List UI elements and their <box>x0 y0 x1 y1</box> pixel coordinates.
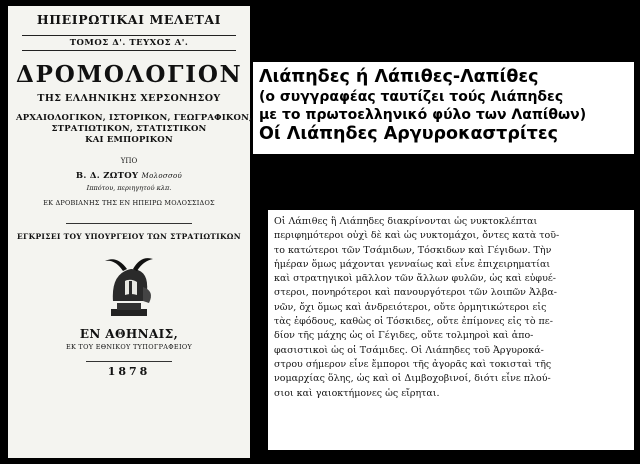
caption-line-3: με το πρωτοελληνικό φύλο των Λαπίθων) <box>259 107 587 123</box>
excerpt-line: σιοι καὶ γαιοκτήμονες ὡς εἴρηται. <box>274 387 440 399</box>
author-line <box>16 171 242 181</box>
helmet-emblem-icon <box>97 251 161 321</box>
year-divider <box>86 361 172 362</box>
publication-city: ΕΝ ΑΘΗΝΑΙΣ, <box>79 327 179 341</box>
excerpt-line: Οἱ Λάπιθες ἢ Λιάπηδες διακρίνονται ὡς νυκτοκλέπται <box>274 216 538 227</box>
book-subtitle: ΤΗΣ ΕΛΛΗΝΙΚΗΣ ΧΕΡΣΟΝΗΣΟΥ <box>37 93 221 104</box>
excerpt-line: νομαρχίας ὅλης, ὡς καὶ οἱ Διμβοχοβινοί, διότι εἶνε πλού- <box>274 373 551 385</box>
book-main-title: ΔΡΟΜΟΛΟΓΙΟΝ <box>16 61 243 88</box>
author-name: Β. Δ. ΖΩΤΟΥ <box>75 171 139 181</box>
excerpt-line: δίον τῆς μάχης ὡς οἱ Γέγιδες, οὔτε τολμηροὶ καὶ ἀπο- <box>274 330 534 342</box>
caption-line-2: (ο συγγραφέας ταυτίζει τούς Λιάπηδες <box>259 89 564 105</box>
description-line: ΑΡΧΑΙΟΛΟΓΙΚΟΝ, ΙΣΤΟΡΙΚΟΝ, ΓΕΩΓΡΑΦΙΚΟΝ, <box>16 113 253 123</box>
publication-year: 1878 <box>107 365 151 378</box>
description-line: ΣΤΡΑΤΙΩΤΙΚΟΝ, ΣΤΑΤΙΣΤΙΚΟΝ <box>51 124 207 134</box>
excerpt-line: νῶν, ὄχι ὅμως καὶ ἀνδρειότεροι, οὔτε ὁρμητικώτεροι εἰς <box>274 301 547 313</box>
excerpt-line: ἡμέραν ὅμως μάχονται γενναίως καὶ εἶνε ἐπιχειρηματίαι <box>274 258 551 270</box>
series-title: ΗΠΕΙΡΩΤΙΚΑΙ ΜΕΛΕΤΑΙ <box>36 12 222 27</box>
book-excerpt <box>268 210 634 450</box>
author-hometown-note: ΕΚ ΔΡΟΒΙΑΝΗΣ ΤΗΣ ΕΝ ΗΠΕΙΡΩ ΜΟΛΟΣΣΙΔΟΣ <box>43 199 215 207</box>
printer-line: ΕΚ ΤΟΥ ΕΘΝΙΚΟΥ ΤΥΠΟΓΡΑΦΕΙΟΥ <box>65 343 193 351</box>
by-label: ΥΠΟ <box>120 157 138 165</box>
excerpt-line: τὰς ἐφόδους, καθὼς οἱ Τόσκιδες, οὔτε ἐπίμονες εἰς τὸ πε- <box>274 316 553 328</box>
book-title-page <box>8 6 253 458</box>
book-description <box>16 113 253 146</box>
approval-line: ΕΓΚΡΙΣΕΙ ΤΟΥ ΥΠΟΥΡΓΕΙΟΥ ΤΩΝ ΣΤΡΑΤΙΩΤΙΚΩΝ <box>17 232 241 241</box>
excerpt-line: καὶ στρατηγικοὶ μᾶλλον τῶν ἄλλων φυλῶν, ὡς καὶ εὐφυέ- <box>274 273 556 285</box>
excerpt-line: περιφημότεροι οὐχὶ δὲ καὶ ὡς νυκτομάχοι, ὄντες κατὰ τοῦ- <box>274 230 560 242</box>
excerpt-line: φασιστικοὶ ὡς οἱ Τσάμιδες. Οἱ Λιάπηδες τοῦ Ἀργυροκά- <box>274 344 544 356</box>
excerpt-line: στεροι, πονηρότεροι καὶ πανουργότεροι τῶν λοιπῶν Ἀλβα- <box>274 287 557 299</box>
caption-line-4: Οί Λιάπηδες Αργυροκαστρίτες <box>259 124 558 144</box>
author-role: Ιππότου, περιηγητού κλπ. <box>86 184 172 192</box>
caption-line-1: Λιάπηδες ή Λάπιθες-Λαπίθες <box>259 67 539 87</box>
author-origin: Μολοσσού <box>141 172 183 180</box>
volume-line: ΤΟΜΟΣ Δ'. ΤΕΥΧΟΣ Α'. <box>22 35 236 51</box>
excerpt-line: στρου σήμερον εἶνε ἔμποροι τῆς ἀγορᾶς καὶ τοκισταὶ τῆς <box>274 358 552 370</box>
caption-box <box>253 62 634 154</box>
excerpt-line: το κατώτεροι τῶν Τσάμιδων, Τόσκιδων καὶ Γέγιδων. Τὴν <box>274 244 552 256</box>
description-line: ΚΑΙ ΕΜΠΟΡΙΚΟΝ <box>85 135 173 145</box>
title-divider <box>66 223 192 224</box>
